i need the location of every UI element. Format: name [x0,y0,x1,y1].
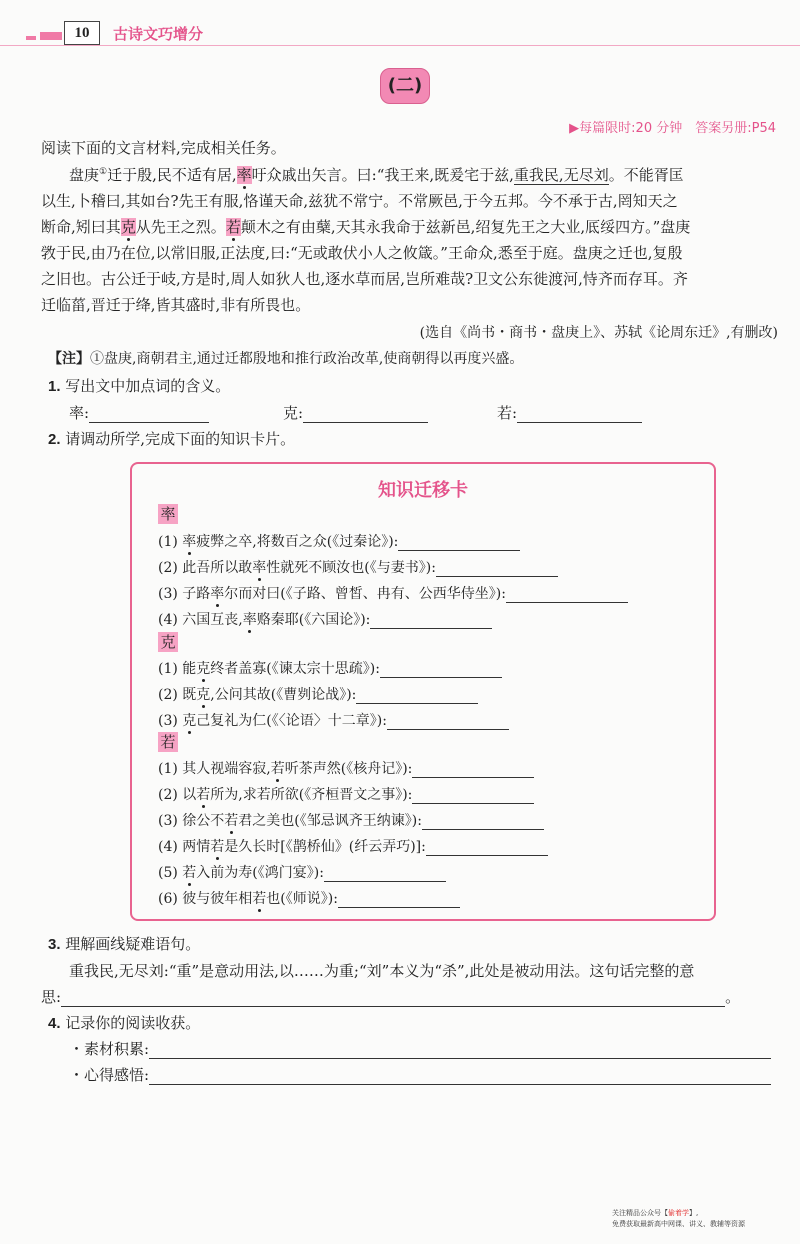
passage-line-3: 断命,矧曰其克从先王之烈。若颠木之有由蘖,天其永我命于兹新邑,绍复先王之大业,厎绥四方。”盘庚 [41,218,691,236]
card-blank[interactable] [506,588,628,603]
card-tag-ke: 克 [158,632,178,652]
highlight-ruo: 若 [225,218,241,236]
card-blank[interactable] [356,689,478,704]
passage-source: (选自《尚书・商书・盘庚上》、苏轼《论周东迁》,有删改) [419,325,778,341]
card-blank[interactable] [324,867,446,882]
card-item: (5) 若入前为寿(《鸿门宴》): [158,862,446,882]
q4-insight: ・心得感悟: [69,1064,771,1085]
passage-line-5: 之旧也。古公迁于岐,方是时,周人如狄人也,逐水草而居,岂所难哉?卫文公东徙渡河,恃齐而存耳。齐 [41,270,688,288]
q1-blank-ruo[interactable] [517,406,642,423]
card-tag-ruo: 若 [158,732,178,752]
card-blank[interactable] [412,789,534,804]
card-item: (2) 既克,公问其故(《曹刿论战》): [158,684,478,704]
card-item: (4) 六国互丧,率赂秦耶(《六国论》): [158,609,492,629]
instruction: 阅读下面的文言材料,完成相关任务。 [41,139,286,157]
card-item: (3) 克己复礼为仁(《〈论语〉十二章》): [158,710,509,730]
q4-blank-material[interactable] [149,1042,771,1059]
card-blank[interactable] [422,815,544,830]
card-item: (2) 此吾所以敢率性就死不顾汝也(《与妻书》): [158,557,558,577]
footer-note: 关注精品公众号【偷着学】, 免费获取最新高中网课、讲义、教辅等资源 [612,1209,745,1228]
q1-answer-ruo: 若: [497,402,642,423]
question-3: 3. 理解画线疑难语句。 [48,935,201,953]
card-blank[interactable] [436,562,558,577]
highlight-shuai: 率 [236,166,252,184]
card-blank[interactable] [412,763,534,778]
time-limit: ▶每篇限时:20 分钟 答案另册:P54 [569,121,776,136]
card-blank[interactable] [398,536,520,551]
header-decoration [26,30,62,44]
q1-answer-ke: 克: [283,402,428,423]
q4-material: ・素材积累: [69,1038,771,1059]
card-blank[interactable] [387,715,509,730]
question-4: 4. 记录你的阅读收获。 [48,1014,201,1032]
highlight-ke: 克 [120,218,136,236]
header-divider [0,45,800,46]
card-item: (1) 率疲弊之卒,将数百之众(《过秦论》): [158,531,520,551]
card-blank[interactable] [426,841,548,856]
note: 【注】①盘庚,商朝君主,通过迁都殷地和推行政治改革,使商朝得以再度兴盛。 [48,351,524,367]
knowledge-card [130,462,716,921]
section-badge: (二) [380,68,430,104]
card-title: 知识迁移卡 [378,480,468,501]
q3-answer: 思: 。 [41,988,741,1006]
card-item: (3) 子路率尔而对曰(《子路、曾皙、冉有、公西华侍坐》): [158,583,628,603]
card-blank[interactable] [380,663,502,678]
q1-answer-shuai: 率: [69,402,209,423]
underlined-sentence: 重我民,无尽刘 [513,166,609,184]
card-item: (1) 能克终者盖寡(《谏太宗十思疏》): [158,658,502,678]
q4-blank-insight[interactable] [149,1068,771,1085]
passage-line-6: 迁临菑,晋迁于绛,皆其盛时,非有所畏也。 [41,296,311,314]
q3-body: 重我民,无尽刘:“重”是意动用法,以……为重;“刘”本义为“杀”,此处是被动用法。这句话完整的意 [69,962,695,980]
question-1: 1. 写出文中加点词的含义。 [48,377,231,395]
passage-line-2: 以生,卜稽曰,其如台?先王有服,恪谨天命,兹犹不常宁。不常厥邑,于今五邦。今不承于古,罔知天之 [41,192,678,210]
card-item: (1) 其人视端容寂,若听茶声然(《核舟记》): [158,758,534,778]
q1-blank-ke[interactable] [303,406,428,423]
passage-line-4: 敩于民,由乃在位,以常旧服,正法度,曰:“无或敢伏小人之攸箴。”王命众,悉至于庭。盘庚之迁也,复殷 [41,244,683,262]
card-item: (4) 两情若是久长时[《鹊桥仙》(纤云弄巧)]: [158,836,548,856]
question-2: 2. 请调动所学,完成下面的知识卡片。 [48,430,296,448]
header-title: 古诗文巧增分 [113,25,204,43]
card-tag-shuai: 率 [158,504,178,524]
q1-blank-shuai[interactable] [89,406,209,423]
card-item: (2) 以若所为,求若所欲(《齐桓晋文之事》): [158,784,534,804]
page-number: 10 [64,21,100,45]
card-blank[interactable] [338,893,460,908]
card-blank[interactable] [370,614,492,629]
card-item: (6) 彼与彼年相若也(《师说》): [158,888,460,908]
card-item: (3) 徐公不若君之美也(《邹忌讽齐王纳谏》): [158,810,544,830]
passage-line-1: 盘庚①迁于殷,民不适有居,率吁众戚出矢言。曰:“我王来,既爰宅于兹,重我民,无尽刘。不能胥匡 [69,166,684,184]
q3-blank[interactable] [61,990,725,1007]
